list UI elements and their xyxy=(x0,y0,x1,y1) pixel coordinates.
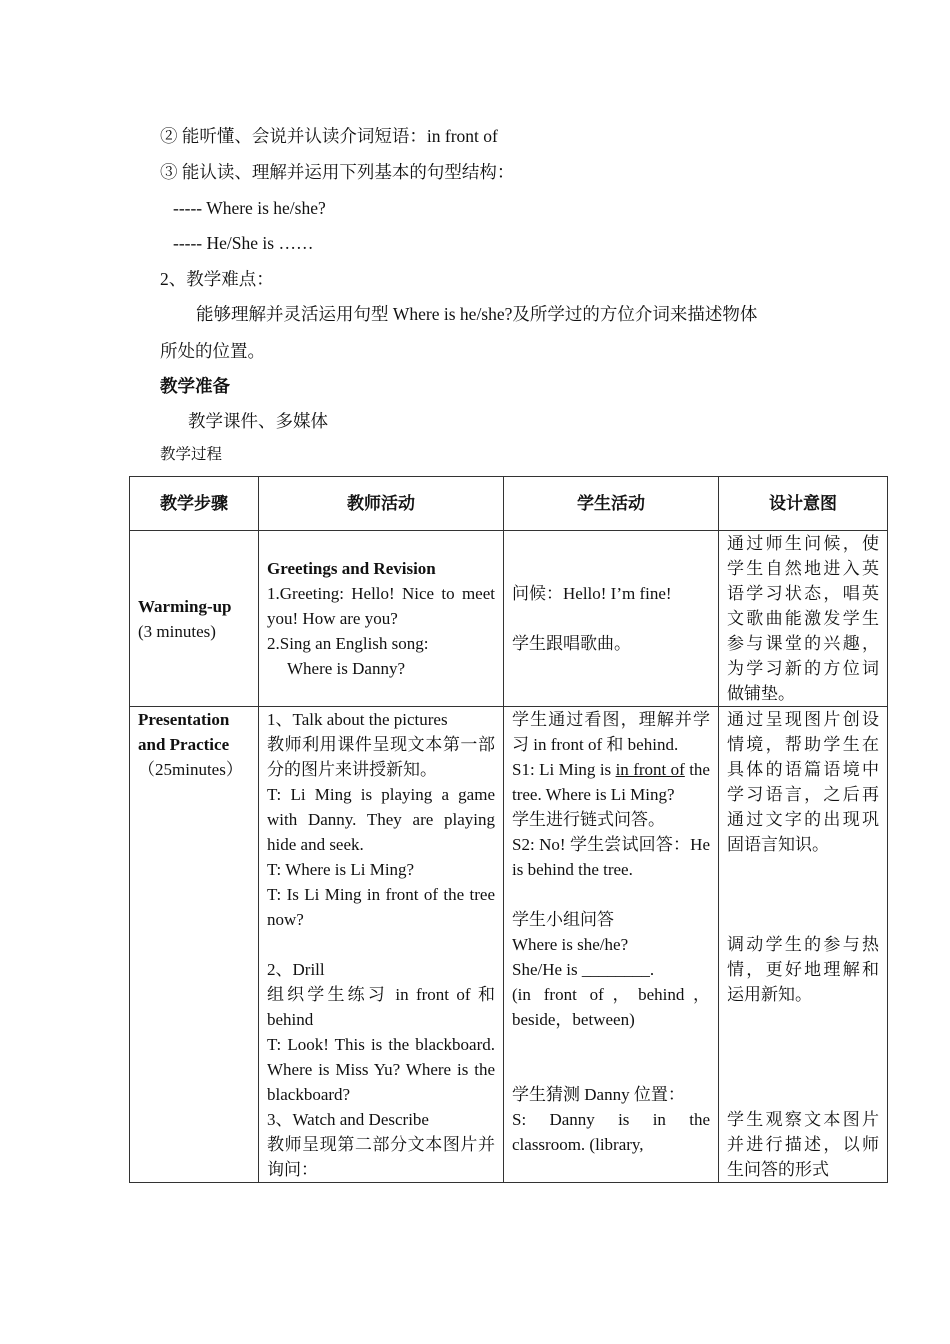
warmup-teacher-song: 2.Sing an English song: xyxy=(267,634,429,653)
presentation-step-time: （25minutes） xyxy=(138,760,243,779)
teacher-sec3-title: 3、Watch and Describe xyxy=(267,1110,429,1129)
warmup-teacher-heading: Greetings and Revision xyxy=(267,559,436,578)
header-step: 教学步骤 xyxy=(130,477,259,531)
student-sec1-l3: S2: No! 学生尝试回答：He is behind the tree. xyxy=(512,835,710,879)
student-sec2-l4: (in front of，behind，beside，between) xyxy=(512,985,710,1029)
teacher-sec1-text: 教师利用课件呈现文本第一部分的图片来讲授新知。 xyxy=(267,735,495,779)
design-1: 通过呈现图片创设情境，帮助学生在具体的语篇语境中学习语言，之后再通过文字的出现巩固语言知识。 xyxy=(727,710,879,854)
teacher-sec1-t1: T: Li Ming is playing a game with Danny. They are playing hide and seek. xyxy=(267,785,495,854)
header-teacher: 教师活动 xyxy=(259,477,504,531)
student-sec1-l2: 学生进行链式问答。 xyxy=(512,810,665,829)
student-sec3-l2: S: Danny is in the classroom. (library, xyxy=(512,1110,710,1154)
warmup-teacher-song-title: Where is Danny? xyxy=(287,659,406,678)
warmup-student-greeting: 问候：Hello! I’m fine! xyxy=(512,584,672,603)
presentation-design-cell xyxy=(719,707,888,1183)
warmup-teacher-cell xyxy=(259,531,504,707)
design-2: 调动学生的参与热情，更好地理解和运用新知。 xyxy=(727,935,879,1004)
warmup-step-cell xyxy=(130,531,259,707)
student-sec2-l3: She/He is ________. xyxy=(512,960,655,979)
pattern-he-she: ----- He/She is …… xyxy=(173,233,314,253)
teacher-sec3-text: 教师呈现第二部分文本图片并询问： xyxy=(267,1135,495,1179)
warmup-design-cell: 通过师生问候，使学生自然地进入英语学习状态，唱英文歌曲能激发学生参与课堂的兴趣，为学习新的方位词做铺垫。 xyxy=(719,531,888,707)
process-label: 教学过程 xyxy=(160,446,223,463)
prep-heading: 教学准备 xyxy=(160,376,230,396)
teacher-sec1-t2: T: Where is Li Ming? xyxy=(267,860,415,879)
student-sec2-l2: Where is she/he? xyxy=(512,935,629,954)
objective-line-3: ③ 能认读、理解并运用下列基本的句型结构： xyxy=(160,162,515,182)
warmup-step-title: Warming-up xyxy=(138,596,232,616)
objective-line-2: ② 能听懂、会说并认读介词短语：in front of xyxy=(160,126,498,146)
student-sec3-l1: 学生猜测 Danny 位置： xyxy=(512,1085,685,1104)
warmup-student-cell xyxy=(504,531,719,707)
teacher-sec2-text: 组织学生练习 in front of 和 behind xyxy=(267,985,495,1029)
warmup-step-time: (3 minutes) xyxy=(138,621,216,641)
warmup-teacher-greeting: 1.Greeting: Hello! Nice to meet you! How are you? xyxy=(267,584,495,628)
teacher-sec1-title: 1、Talk about the pictures xyxy=(267,710,448,729)
header-student: 学生活动 xyxy=(504,477,719,531)
lesson-process-table xyxy=(129,476,888,1183)
prep-text: 教学课件、多媒体 xyxy=(188,411,328,431)
difficulty-heading: 2、教学难点： xyxy=(160,269,274,289)
teacher-sec2-t1: T: Look! This is the blackboard. Where is Miss Yu? Where is the blackboard? xyxy=(267,1035,495,1104)
student-sec1-s1: S1: Li Ming is in front of the tree. Where is Li Ming? xyxy=(512,760,710,804)
difficulty-text-1: 能够理解并灵活运用句型 Where is he/she?及所学过的方位介词来描述物体 xyxy=(196,304,758,324)
table-row-warmup xyxy=(130,531,888,707)
presentation-teacher-cell xyxy=(259,707,504,1183)
student-sec1-l1: 学生通过看图，理解并学习 in front of 和 behind. xyxy=(512,710,710,754)
pattern-where: ----- Where is he/she? xyxy=(173,198,326,218)
presentation-student-cell xyxy=(504,707,719,1183)
student-sec2-l1: 学生小组问答 xyxy=(512,910,614,929)
table-header-row xyxy=(130,477,888,531)
difficulty-text-2: 所处的位置。 xyxy=(160,341,265,361)
header-design: 设计意图 xyxy=(719,477,888,531)
presentation-step-cell xyxy=(130,707,259,1183)
teacher-sec1-t3: T: Is Li Ming in front of the tree now? xyxy=(267,885,495,929)
teacher-sec2-title: 2、Drill xyxy=(267,960,325,979)
presentation-step-title: Presentation and Practice xyxy=(138,710,230,754)
design-3: 学生观察文本图片并进行描述，以师生问答的形式 xyxy=(727,1110,879,1179)
warmup-student-song: 学生跟唱歌曲。 xyxy=(512,634,631,653)
table-row-presentation xyxy=(130,707,888,1183)
